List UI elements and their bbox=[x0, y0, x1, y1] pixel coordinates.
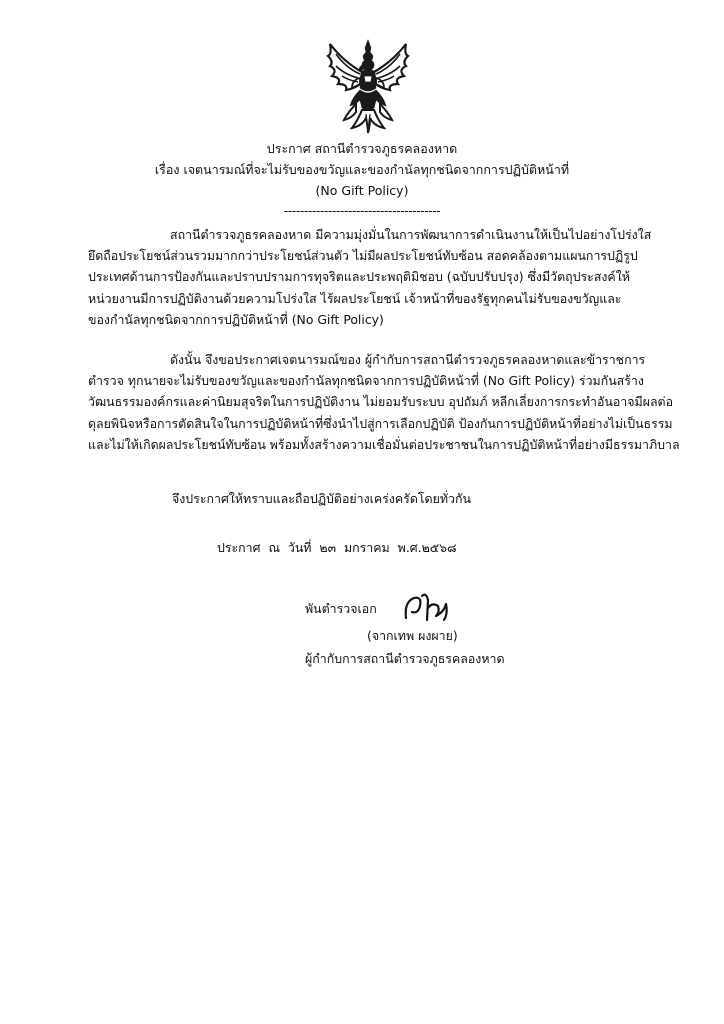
divider-line: --------------------------------------- bbox=[283, 203, 441, 218]
paragraph-line: ยึดถือประโยชน์ส่วนรวมมากกว่าประโยชน์ส่วนตัว ไม่มีผลประโยชน์ทับซ้อน สอดคล้องตามแผนการปฏิรูป bbox=[88, 248, 638, 264]
signatory-name: (จากเทพ ผงผาย) bbox=[367, 628, 458, 643]
closing-statement: จึงประกาศให้ทราบและถือปฏิบัติอย่างเคร่งครัดโดยทั่วกัน bbox=[172, 491, 471, 506]
signatory-rank: พันตำรวจเอก bbox=[305, 601, 377, 616]
handwritten-signature bbox=[400, 588, 458, 626]
announcement-title: ประกาศ สถานีตำรวจภูธรคลองหาด bbox=[266, 141, 458, 156]
paragraph-line: วัฒนธรรมองค์กรและค่านิยมสุจริตในการปฏิบัติงาน ไม่ยอมรับระบบ อุปถัมภ์ หลีกเลี่ยงการกระทำอันอาจมีผลต่อ bbox=[88, 394, 674, 410]
paragraph-declaration bbox=[88, 349, 680, 455]
paragraph-line: ประเทศด้านการป้องกันและปราบปรามการทุจริตและประพฤติมิชอบ (ฉบับปรับปรุง) ซึ่งมีวัตถุประสงค์ให้ bbox=[88, 269, 630, 285]
paragraph-line: สถานีตำรวจภูธรคลองหาด มีความมุ่งมั่นในการพัฒนาการดำเนินงานให้เป็นไปอย่างโปร่งใส bbox=[170, 227, 652, 242]
policy-name: (No Gift Policy) bbox=[315, 183, 409, 198]
paragraph-line: และไม่ให้เกิดผลประโยชน์ทับซ้อน พร้อมทั้งสร้างความเชื่อมั่นต่อประชาชนในการปฏิบัติหน้าที่อย่างมีธรรมาภิบาล bbox=[88, 436, 680, 452]
signatory-position: ผู้กำกับการสถานีตำรวจภูธรคลองหาด bbox=[305, 651, 505, 666]
announcement-date: ประกาศ ณ วันที่ ๒๓ มกราคม พ.ศ.๒๕๖๘ bbox=[217, 540, 457, 555]
paragraph-line: ของกำนัลทุกชนิดจากการปฏิบัติหน้าที่ (No Gift Policy) bbox=[88, 311, 384, 327]
paragraph-line: หน่วยงานมีการปฏิบัติงานด้วยความโปร่งใส ไร้ผลประโยชน์ เจ้าหน้าที่ของรัฐทุกคนไม่รับของขวัญและ bbox=[88, 290, 622, 306]
paragraph-intro bbox=[88, 224, 668, 330]
garuda-emblem-icon bbox=[322, 38, 414, 134]
paragraph-line: ดุลยพินิจหรือการตัดสินใจในการปฏิบัติหน้าที่ซึ่งนำไปสู่การเลือกปฏิบัติ ป้องกันการปฏิบัติหน้าที่อย่างไม่เป็นธรรม bbox=[88, 415, 673, 431]
paragraph-line: ตำรวจ ทุกนายจะไม่รับของขวัญและของกำนัลทุกชนิดจากการปฏิบัติหน้าที่ (No Gift Policy) ร่วมกันสร้าง bbox=[88, 373, 644, 389]
announcement-subject: เรื่อง เจตนารมณ์ที่จะไม่รับของขวัญและของกำนัลทุกชนิดจากการปฏิบัติหน้าที่ bbox=[154, 162, 570, 177]
paragraph-line: ดังนั้น จึงขอประกาศเจตนารมณ์ของ ผู้กำกับการสถานีตำรวจภูธรคลองหาดและข้าราชการ bbox=[170, 352, 646, 367]
